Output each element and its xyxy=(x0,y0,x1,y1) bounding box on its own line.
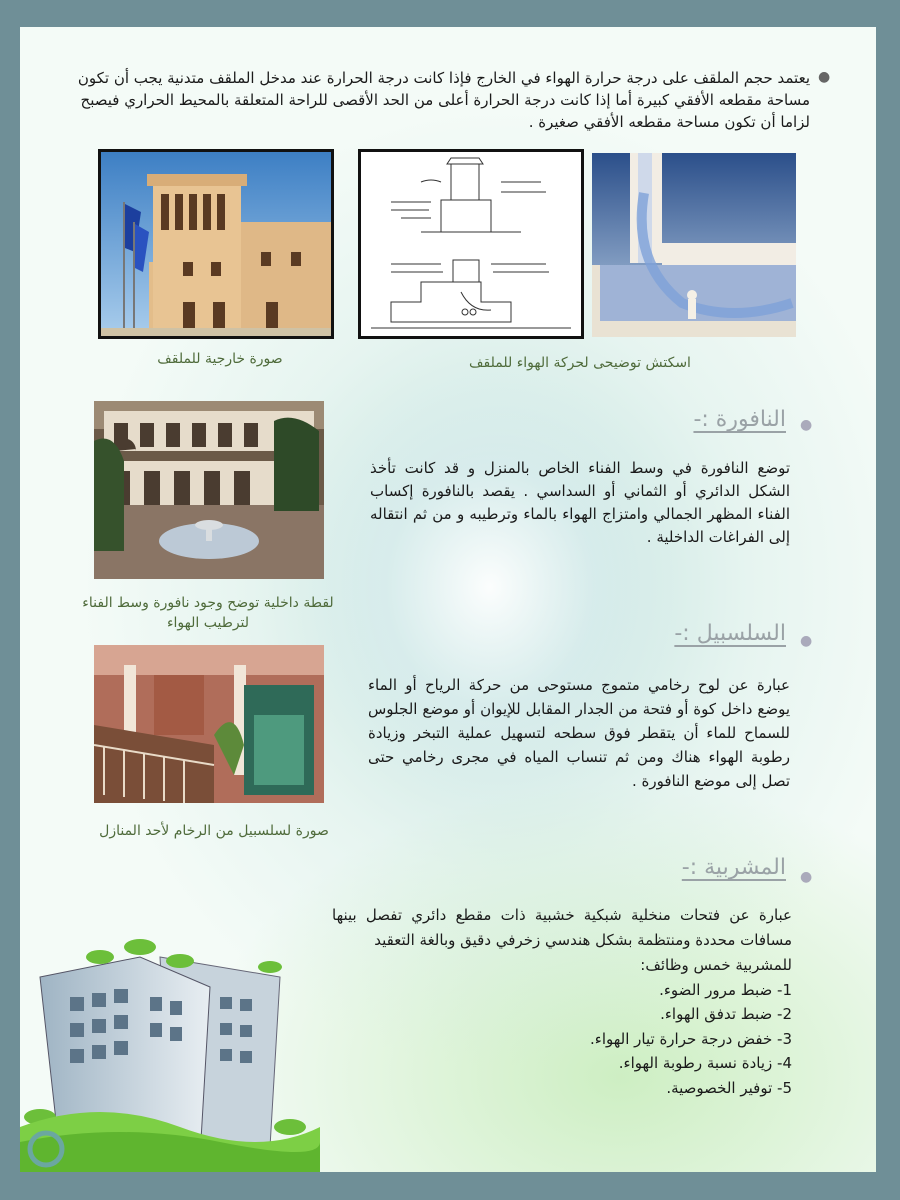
document-page xyxy=(20,27,876,1172)
salsabil-paragraph: عبارة عن لوح رخامي متموج مستوحى من حركة الرياح أو الماء يوضع داخل كوة أو فتحة من الجدار المقابل للإيوان أو موضع الجلوس للسماح للماء أن يتقطر فوق سطحه لتسهيل عملية التبخر وزيادة رطوبة الهواء هناك ومن ثم تنساب المياه في مجرى رخامي حتى تصل إلى موضع النافورة . xyxy=(368,676,790,790)
function-item: 2- ضبط تدفق الهواء. xyxy=(660,1005,792,1023)
bullet-icon: ● xyxy=(800,869,813,885)
bullet-icon: ● xyxy=(800,417,813,433)
intro-paragraph: يعتمد حجم الملقف على درجة حرارة الهواء في الخارج فإذا كانت درجة الحرارة عند مدخل الملقف متدنية يجب أن تكون مساحة مقطعه الأفقي كبيرة أما إذا كانت درجة الحرارة أعلى من الحد الأقصى للراحة المتعلقة بالمحيط الحراري فيصبح لزاما أن تكون مساحة مقطعه الأفقي صغيرة . xyxy=(77,69,810,131)
bullet-icon: ● xyxy=(800,633,813,649)
caption-salsabil: صورة لسلسبيل من الرخام لأحد المنازل xyxy=(99,823,329,839)
section-title-mashrabiya: المشربية :- xyxy=(681,855,786,880)
bullet-icon: ● xyxy=(818,69,831,85)
green-building-illustration xyxy=(20,927,320,1172)
wind-catcher-exterior-photo xyxy=(98,149,334,339)
functions-intro: للمشربية خمس وظائف: xyxy=(640,956,792,974)
courtyard-fountain-photo xyxy=(94,401,324,579)
caption-courtyard: لقطة داخلية توضح وجود نافورة وسط الفناء لترطيب الهواء xyxy=(82,595,334,631)
salsabil-photo xyxy=(94,645,324,803)
wind-catcher-section-diagram xyxy=(592,153,796,337)
section-title-fountain: النافورة :- xyxy=(693,407,786,432)
fountain-paragraph: توضع النافورة في وسط الفناء الخاص بالمنزل و قد كانت تأخذ الشكل الدائري أو الثماني أو السداسي . يقصد بالنافورة إكساب الفناء المظهر الجمالي وامتزاج الهواء بالماء وترطيبه و من ثم انتقاله إلى الفراغات الداخلية . xyxy=(370,459,790,546)
mashrabiya-functions xyxy=(420,953,792,1100)
function-item: 1- ضبط مرور الضوء. xyxy=(659,980,792,999)
mashrabiya-paragraph: عبارة عن فتحات منخلية شبكية خشبية ذات مقطع دائري تفصل بينها مسافات محددة ومنتظمة بشكل هندسي زخرفي دقيق وبالغة التعقيد xyxy=(332,906,792,949)
air-movement-sketch xyxy=(358,149,584,339)
function-item: 3- خفض درجة حرارة تيار الهواء. xyxy=(590,1029,792,1048)
section-title-salsabil: السلسبيل :- xyxy=(674,621,786,646)
function-item: 5- توفير الخصوصية. xyxy=(666,1078,792,1097)
function-item: 4- زيادة نسبة رطوبة الهواء. xyxy=(618,1054,792,1072)
caption-sketch: اسكتش توضيحى لحركة الهواء للملقف xyxy=(469,355,691,371)
caption-exterior: صورة خارجية للملقف xyxy=(157,351,283,367)
